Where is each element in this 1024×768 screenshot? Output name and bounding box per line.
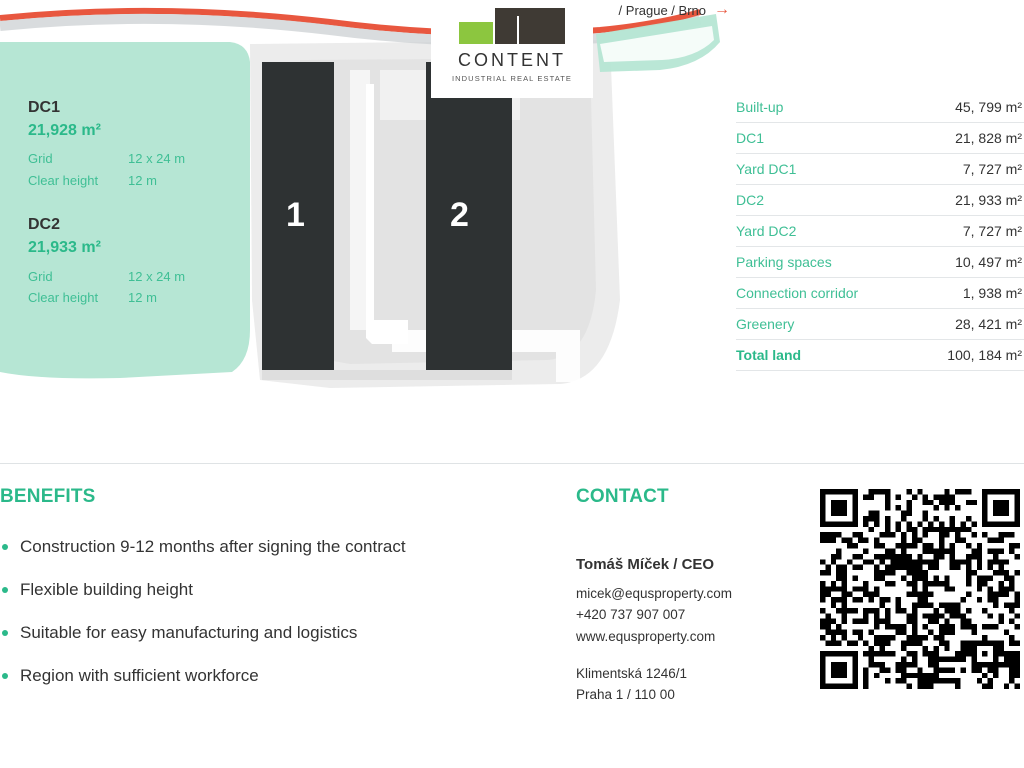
plot-info-panel xyxy=(28,96,258,331)
plot-area: 21,933 m² xyxy=(28,239,101,257)
spec-row xyxy=(736,154,1024,185)
plot-name: DC1 xyxy=(28,99,61,116)
spec-row xyxy=(736,309,1024,340)
list-item: Flexible building height xyxy=(0,579,540,602)
section-divider xyxy=(0,463,1024,464)
spec-label: Yard DC1 xyxy=(736,161,797,177)
logo-wordmark: CONTENT xyxy=(458,50,566,70)
list-item: Construction 9-12 months after signing the contract xyxy=(0,536,540,559)
spec-value: 21, 933 m² xyxy=(955,192,1022,208)
logo-mark-icon xyxy=(459,8,565,44)
plot-name: DC2 xyxy=(28,216,61,234)
list-item: Suitable for easy manufacturing and logistics xyxy=(0,622,540,645)
spec-value: 10, 497 m² xyxy=(955,254,1022,270)
spec-row xyxy=(736,278,1024,309)
logo-subtitle: INDUSTRIAL REAL ESTATE xyxy=(451,74,573,83)
plot-attr-row xyxy=(28,266,258,287)
plot-attr-value: 12 x 24 m xyxy=(128,268,186,284)
contact-title: CONTACT xyxy=(576,486,669,507)
route-text: / Prague / Brno xyxy=(618,2,706,18)
plot-attr-key: Grid xyxy=(28,151,53,167)
spec-value: 45, 799 m² xyxy=(955,99,1022,115)
spec-row xyxy=(736,216,1024,247)
spec-value: 100, 184 m² xyxy=(947,347,1022,363)
building-2-shape xyxy=(426,62,512,370)
arrow-right-icon: → xyxy=(714,1,730,18)
spec-row xyxy=(736,123,1024,154)
plot-area: 21,928 m² xyxy=(28,122,101,139)
spec-row xyxy=(736,185,1024,216)
plot-attr-value: 12 m xyxy=(128,290,157,306)
qr-code-graphic xyxy=(820,489,1020,689)
building-number-2: 2 xyxy=(450,196,469,234)
spec-value: 21, 828 m² xyxy=(955,130,1022,146)
site-plan-map xyxy=(0,0,724,430)
contact-address-line-2: Praha 1 / 110 00 xyxy=(576,687,675,703)
spec-label: Total land xyxy=(736,347,802,363)
qr-code[interactable] xyxy=(820,489,1020,689)
plot-attr-row xyxy=(28,148,258,169)
benefits-title: BENEFITS xyxy=(0,486,96,507)
spec-label: DC2 xyxy=(736,192,765,208)
logo xyxy=(431,0,593,98)
plot-info-dc1 xyxy=(28,96,258,191)
contact-website[interactable]: www.equsproperty.com xyxy=(576,628,716,644)
spec-row-total xyxy=(736,340,1024,371)
spec-value: 28, 421 m² xyxy=(955,316,1022,332)
plot-attr-row xyxy=(28,287,258,308)
list-item: Region with sufficient workforce xyxy=(0,665,540,688)
spec-value: 7, 727 m² xyxy=(962,161,1022,177)
spec-label: Parking spaces xyxy=(736,254,832,270)
building-number-1: 1 xyxy=(286,196,305,234)
route-label xyxy=(619,2,730,18)
contact-phone[interactable]: +420 737 907 007 xyxy=(576,607,686,623)
spec-row xyxy=(736,92,1024,123)
plot-attr-key: Clear height xyxy=(28,290,99,306)
contact-section xyxy=(576,486,806,706)
spec-label: Built-up xyxy=(736,99,784,115)
contact-person: Tomáš Míček / CEO xyxy=(576,556,715,573)
plot-attr-key: Grid xyxy=(28,268,53,284)
contact-email[interactable]: micek@equsproperty.com xyxy=(576,586,733,601)
spec-label: Yard DC2 xyxy=(736,223,797,239)
spec-value: 1, 938 m² xyxy=(962,285,1022,301)
plot-attr-value: 12 m xyxy=(128,172,157,188)
spec-label: Greenery xyxy=(736,316,795,332)
plot-attr-row xyxy=(28,170,258,191)
plot-info-dc2 xyxy=(28,213,258,308)
specs-table xyxy=(736,92,1024,371)
benefits-section xyxy=(0,486,540,708)
contact-address-line-1: Klimentská 1246/1 xyxy=(576,665,688,681)
spec-row xyxy=(736,247,1024,278)
spec-value: 7, 727 m² xyxy=(962,223,1022,239)
plot-attr-value: 12 x 24 m xyxy=(128,151,186,167)
spec-label: DC1 xyxy=(736,130,765,146)
spec-label: Connection corridor xyxy=(736,285,859,301)
benefits-list xyxy=(0,536,540,688)
plot-attr-key: Clear height xyxy=(28,172,99,188)
